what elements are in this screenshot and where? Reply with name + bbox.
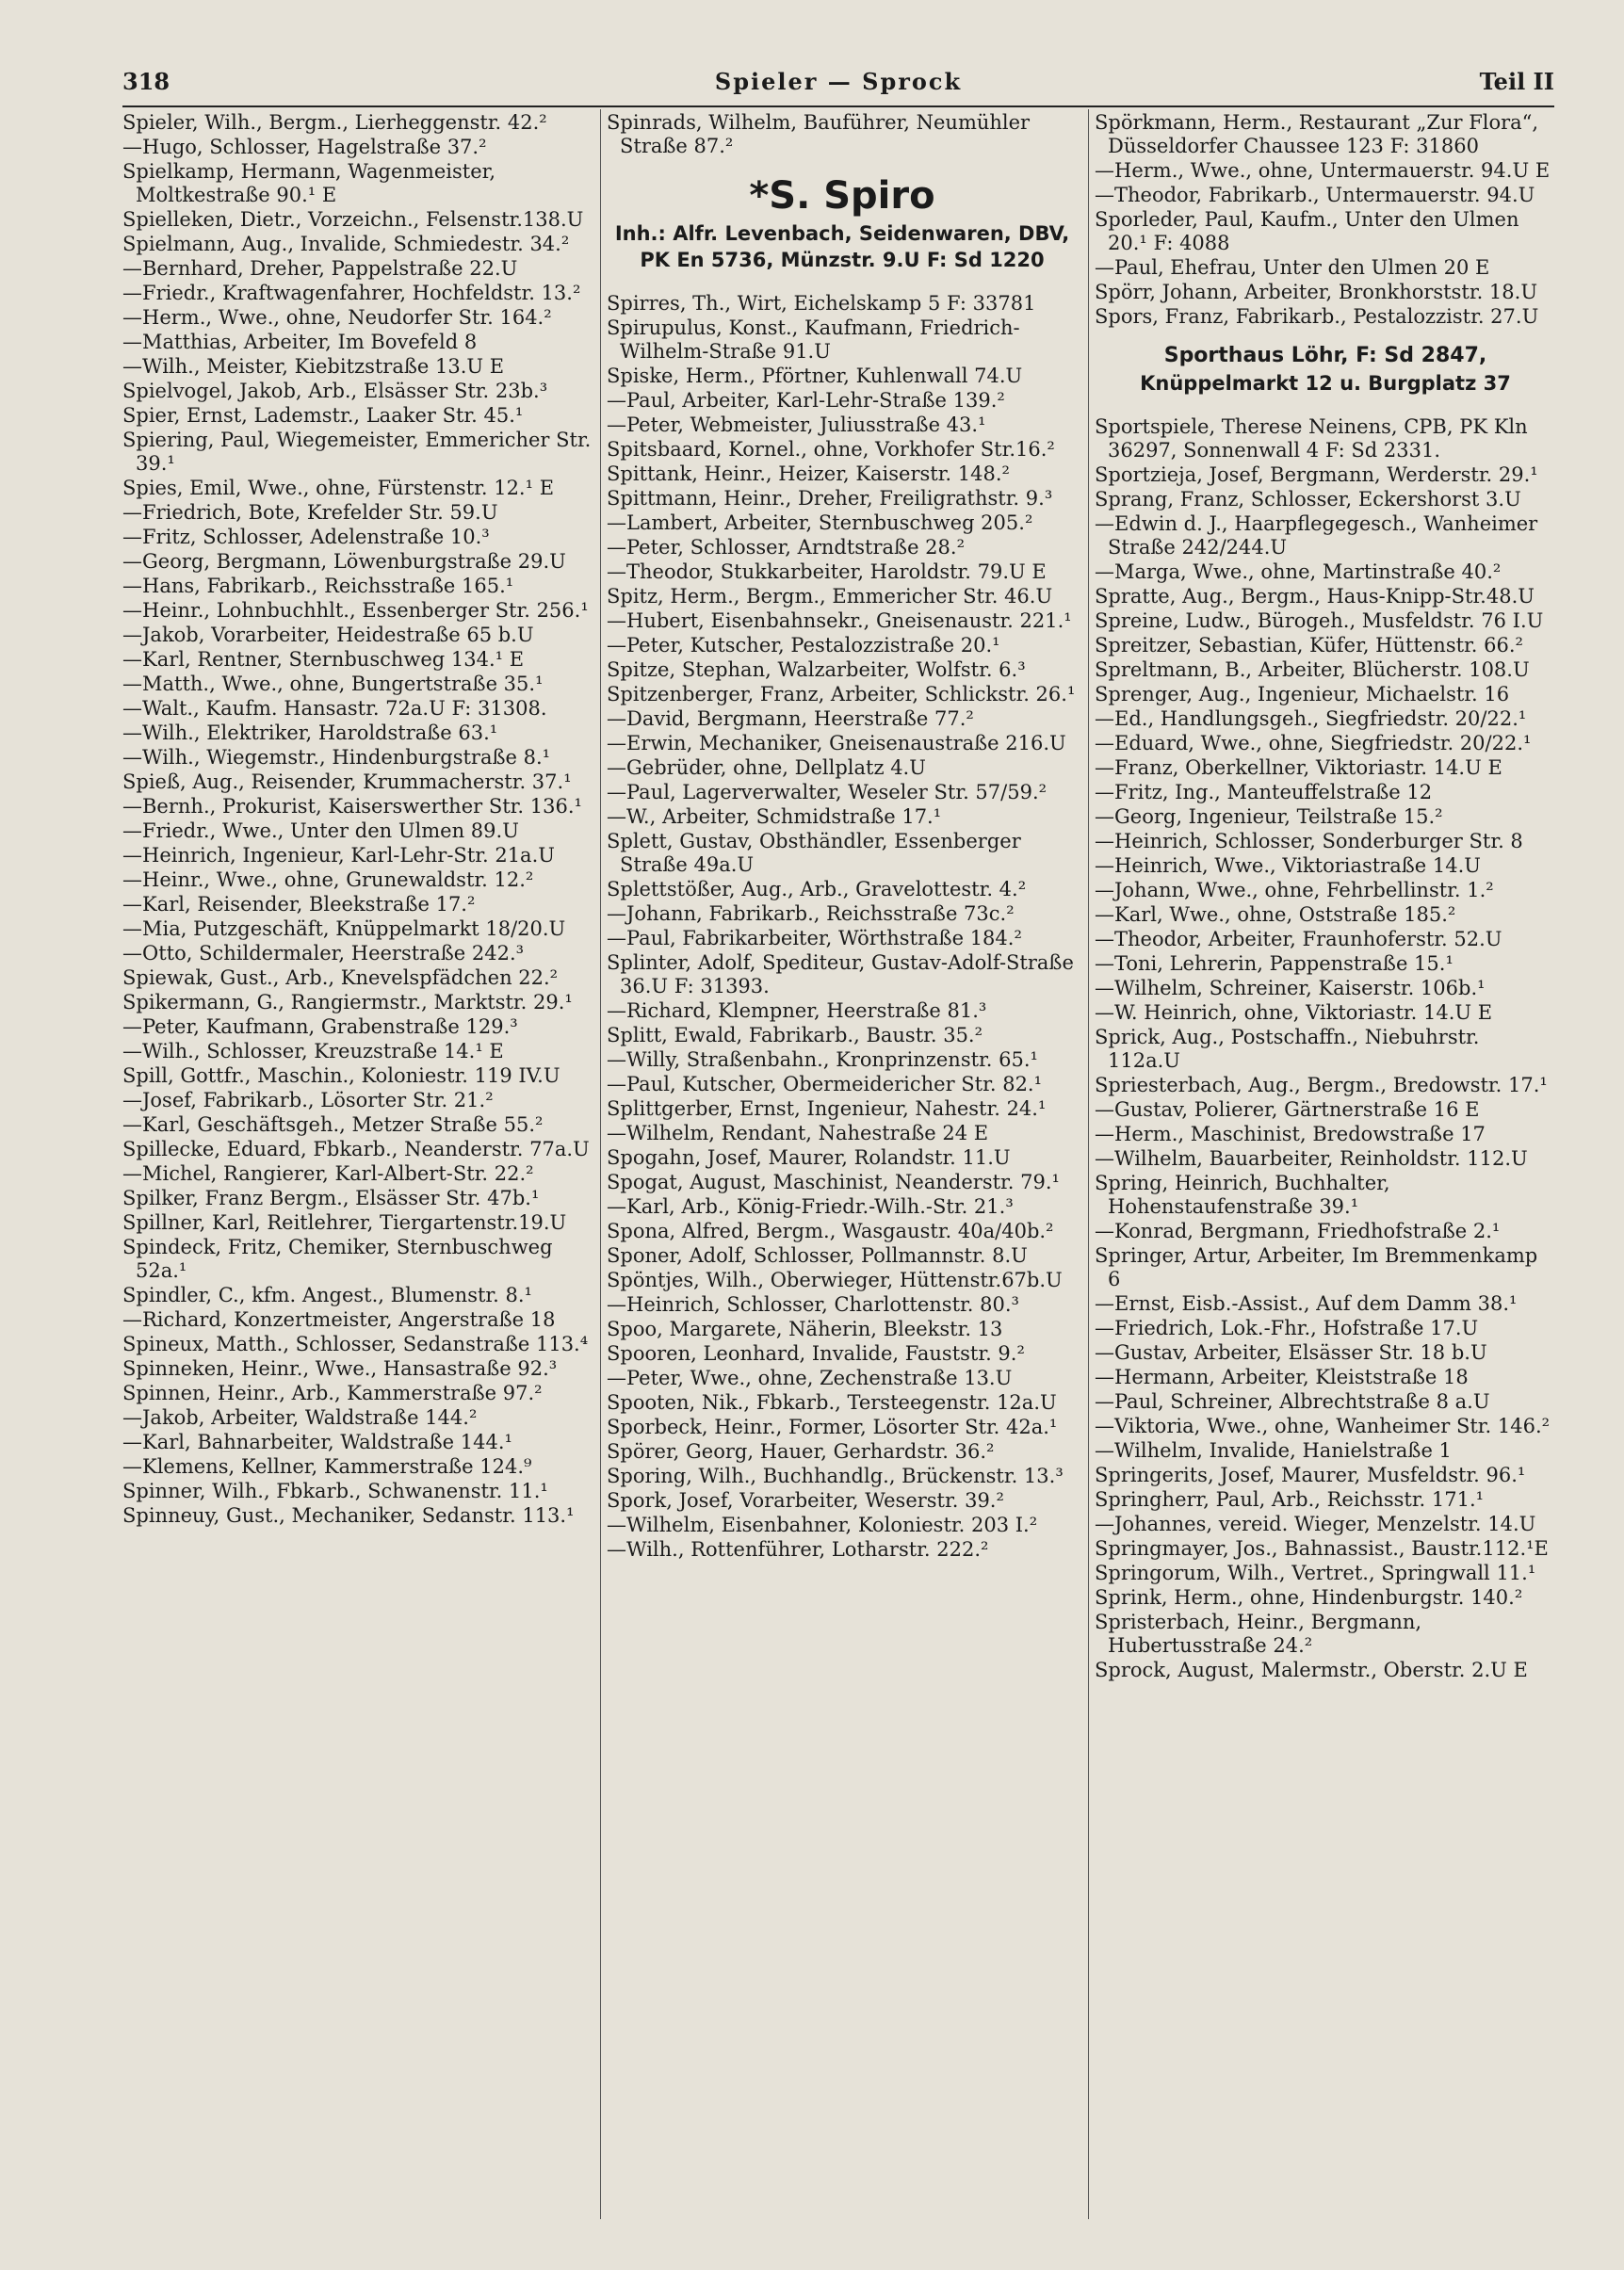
directory-entry: Springorum, Wilh., Vertret., Springwall 11.¹ (1095, 1562, 1536, 1584)
directory-entry: —Hans, Fabrikarb., Reichsstraße 165.¹ (122, 575, 514, 597)
directory-entry: —Erwin, Mechaniker, Gneisenaustraße 216.U (607, 732, 1066, 754)
page-number: 318 (122, 68, 171, 95)
part-label: Teil II (1479, 68, 1554, 95)
directory-entry: Spors, Franz, Fabrikarb., Pestalozzistr. 27.U (1095, 305, 1539, 328)
directory-entry: Spillner, Karl, Reitlehrer, Tiergartenstr.19.U (122, 1211, 567, 1234)
column-3-rest (1095, 415, 1556, 1682)
directory-entry: —Heinrich, Schlosser, Sonderburger Str. 8 (1095, 830, 1523, 852)
ad-line: Knüppelmarkt 12 u. Burgplatz 37 (1140, 372, 1511, 395)
directory-entry: Spork, Josef, Vorarbeiter, Weserstr. 39.² (607, 1489, 1004, 1512)
directory-entry: —Johannes, vereid. Wieger, Menzelstr. 14.U (1095, 1513, 1536, 1535)
directory-entry: —Karl, Wwe., ohne, Oststraße 185.² (1095, 903, 1456, 926)
directory-entry: —Franz, Oberkellner, Viktoriastr. 14.U E (1095, 756, 1502, 779)
directory-entry: —Friedrich, Bote, Krefelder Str. 59.U (122, 501, 498, 524)
directory-entry: —Fritz, Schlosser, Adelenstraße 10.³ (122, 526, 490, 548)
directory-entry: —Wilhelm, Rendant, Nahestraße 24 E (607, 1122, 989, 1144)
directory-entry: —Paul, Ehefrau, Unter den Ulmen 20 E (1095, 256, 1490, 279)
directory-entry: Spriesterbach, Aug., Bergm., Bredowstr. 17.¹ (1095, 1074, 1548, 1096)
directory-entry: Spörer, Georg, Hauer, Gerhardstr. 36.² (607, 1440, 995, 1463)
loehr-advertisement (1095, 342, 1556, 397)
column-2 (607, 111, 1078, 2221)
directory-entry: Splitt, Ewald, Fabrikarb., Baustr. 35.² (607, 1024, 983, 1046)
directory-entry: —Karl, Reisender, Bleekstraße 17.² (122, 893, 476, 916)
directory-entry: Spreine, Ludw., Bürogeh., Musfeldstr. 76 I.U (1095, 609, 1544, 632)
directory-entry: Spörkmann, Herm., Restaurant „Zur Flora“, Düsseldorfer Chaussee 123 F: 31860 (1095, 111, 1539, 157)
directory-entry: Splettstößer, Aug., Arb., Gravelottestr. 4.² (607, 878, 1027, 900)
directory-entry: Spreitzer, Sebastian, Küfer, Hüttenstr. 66.² (1095, 634, 1523, 657)
directory-entry: —Herm., Maschinist, Bredowstraße 17 (1095, 1123, 1486, 1145)
directory-entry: Spielmann, Aug., Invalide, Schmiedestr. 34.² (122, 233, 570, 255)
directory-entry: —Paul, Schreiner, Albrechtstraße 8 a.U (1095, 1390, 1490, 1413)
column-1 (122, 111, 593, 2221)
directory-entry: Spinneuy, Gust., Mechaniker, Sedanstr. 113.¹ (122, 1504, 575, 1527)
directory-entry: —Herm., Wwe., ohne, Untermauerstr. 94.U E (1095, 159, 1551, 182)
directory-entry: Spreltmann, B., Arbeiter, Blücherstr. 108.U (1095, 658, 1530, 681)
column-3 (1095, 111, 1556, 2221)
directory-entry: —Edwin d. J., Haarpflegegesch., Wanheimer Straße 242/244.U (1095, 512, 1538, 559)
directory-entry: Spikermann, G., Rangiermstr., Marktstr. 29.¹ (122, 991, 573, 1013)
directory-entry: —Peter, Wwe., ohne, Zechenstraße 13.U (607, 1367, 1013, 1389)
directory-entry: —Theodor, Stukkarbeiter, Haroldstr. 79.U E (607, 560, 1047, 583)
column-divider (1088, 109, 1089, 2219)
directory-entry: —Ed., Handlungsgeh., Siegfriedstr. 20/22.¹ (1095, 707, 1527, 730)
directory-entry: —Friedrich, Lok.-Fhr., Hofstraße 17.U (1095, 1317, 1479, 1339)
directory-entry: —Willy, Straßenbahn., Kronprinzenstr. 65.¹ (607, 1048, 1038, 1071)
directory-entry: —Heinrich, Schlosser, Charlottenstr. 80.³ (607, 1293, 1019, 1316)
directory-entry: Spiewak, Gust., Arb., Knevelspfädchen 22.² (122, 966, 559, 989)
directory-entry: —Mia, Putzgeschäft, Knüppelmarkt 18/20.U (122, 917, 566, 940)
directory-entry: Spittank, Heinr., Heizer, Kaiserstr. 148.² (607, 462, 1010, 485)
directory-entry: —Peter, Schlosser, Arndtstraße 28.² (607, 536, 965, 559)
directory-entry: —Jakob, Arbeiter, Waldstraße 144.² (122, 1406, 478, 1429)
directory-entry: —Karl, Bahnarbeiter, Waldstraße 144.¹ (122, 1431, 512, 1453)
directory-entry: —Wilhelm, Schreiner, Kaiserstr. 106b.¹ (1095, 977, 1486, 999)
directory-entry: —Fritz, Ing., Manteuffelstraße 12 (1095, 781, 1433, 803)
directory-entry: Spielleken, Dietr., Vorzeichn., Felsenstr.138.U (122, 208, 584, 231)
directory-entry: —David, Bergmann, Heerstraße 77.² (607, 707, 974, 730)
directory-entry: Spindler, C., kfm. Angest., Blumenstr. 8.¹ (122, 1284, 532, 1306)
directory-entry: Sporbeck, Heinr., Former, Lösorter Str. 42a.¹ (607, 1416, 1058, 1438)
directory-entry: Springer, Artur, Arbeiter, Im Bremmenkamp 6 (1095, 1244, 1538, 1290)
directory-entry: —W., Arbeiter, Schmidstraße 17.¹ (607, 805, 942, 828)
directory-entry: Sprenger, Aug., Ingenieur, Michaelstr. 16 (1095, 683, 1510, 705)
directory-entry: Splittgerber, Ernst, Ingenieur, Nahestr. 24.¹ (607, 1097, 1047, 1120)
directory-entry: Sportzieja, Josef, Bergmann, Werderstr. 29.¹ (1095, 463, 1538, 486)
directory-entry: —Walt., Kaufm. Hansastr. 72a.U F: 31308. (122, 697, 547, 720)
directory-entry: —Peter, Kaufmann, Grabenstraße 129.³ (122, 1015, 518, 1038)
directory-entry: Spooten, Nik., Fbkarb., Tersteegenstr. 12a.U (607, 1391, 1057, 1414)
directory-entry: —Konrad, Bergmann, Friedhofstraße 2.¹ (1095, 1220, 1501, 1242)
directory-entry: Splinter, Adolf, Spediteur, Gustav-Adolf-Straße 36.U F: 31393. (607, 951, 1074, 997)
directory-entry: —Wilh., Rottenführer, Lotharstr. 222.² (607, 1538, 989, 1561)
directory-entry: —Richard, Klempner, Heerstraße 81.³ (607, 999, 987, 1022)
directory-entry: —Heinrich, Wwe., Viktoriastraße 14.U (1095, 854, 1481, 877)
directory-entry: Spilker, Franz Bergm., Elsässer Str. 47b.¹ (122, 1187, 540, 1209)
directory-entry: —Paul, Kutscher, Obermeidericher Str. 82.¹ (607, 1073, 1043, 1095)
directory-entry: —Gustav, Arbeiter, Elsässer Str. 18 b.U (1095, 1341, 1487, 1364)
directory-entry: —Friedr., Kraftwagenfahrer, Hochfeldstr. 13.² (122, 282, 581, 304)
directory-entry: Sprick, Aug., Postschaffn., Niebuhrstr. 112a.U (1095, 1026, 1480, 1072)
directory-entry: —Richard, Konzertmeister, Angerstraße 18 (122, 1308, 556, 1331)
page-header (122, 62, 1554, 104)
directory-entry: —Johann, Fabrikarb., Reichsstraße 73c.² (607, 902, 1015, 925)
ad-line: Inh.: Alfr. Levenbach, Seidenwaren, DBV, (614, 222, 1070, 245)
directory-entry: —Heinr., Wwe., ohne, Grunewaldstr. 12.² (122, 868, 534, 891)
directory-entry: Spittmann, Heinr., Dreher, Freiligrathstr. 9.³ (607, 487, 1053, 510)
directory-entry: Spratte, Aug., Bergm., Haus-Knipp-Str.48.U (1095, 585, 1535, 608)
directory-entry: Springherr, Paul, Arb., Reichsstr. 171.¹ (1095, 1488, 1485, 1511)
directory-entry: —Bernh., Prokurist, Kaiserswerther Str. 136.¹ (122, 795, 582, 818)
directory-entry: —Hubert, Eisenbahnsekr., Gneisenaustr. 221.¹ (607, 609, 1072, 632)
directory-entry: —Marga, Wwe., ohne, Martinstraße 40.² (1095, 560, 1502, 583)
directory-entry: Spring, Heinrich, Buchhalter, Hohenstaufenstraße 39.¹ (1095, 1172, 1390, 1218)
directory-entry: —Herm., Wwe., ohne, Neudorfer Str. 164.² (122, 306, 552, 329)
directory-entry: Spitzenberger, Franz, Arbeiter, Schlickstr. 26.¹ (607, 683, 1076, 705)
directory-entry: —Peter, Webmeister, Juliusstraße 43.¹ (607, 413, 986, 436)
directory-entry: Sprink, Herm., ohne, Hindenburgstr. 140.² (1095, 1586, 1523, 1609)
ad-line: PK En 5736, Münzstr. 9.U F: Sd 1220 (640, 249, 1045, 271)
directory-entry: —Karl, Arb., König-Friedr.-Wilh.-Str. 21.³ (607, 1195, 1014, 1218)
directory-entry: —Heinr., Lohnbuchhlt., Essenberger Str. 256.¹ (122, 599, 589, 622)
directory-entry: —Wilh., Schlosser, Kreuzstraße 14.¹ E (122, 1040, 504, 1062)
directory-entry: —Georg, Bergmann, Löwenburgstraße 29.U (122, 550, 566, 573)
directory-entry: Spiering, Paul, Wiegemeister, Emmericher Str. 39.¹ (122, 429, 592, 475)
directory-entry: Spieß, Aug., Reisender, Krummacherstr. 37.¹ (122, 770, 572, 793)
directory-entry: Spöntjes, Wilh., Oberwieger, Hüttenstr.67b.U (607, 1269, 1063, 1291)
directory-entry: Spineux, Matth., Schlosser, Sedanstraße 113.⁴ (122, 1333, 589, 1355)
directory-entry: —Toni, Lehrerin, Pappenstraße 15.¹ (1095, 952, 1453, 975)
directory-entry: Spitz, Herm., Bergm., Emmericher Str. 46.U (607, 585, 1053, 608)
directory-entry: Spooren, Leonhard, Invalide, Fauststr. 9.² (607, 1342, 1025, 1365)
directory-entry: Spirupulus, Konst., Kaufmann, Friedrich-Wilhelm-Straße 91.U (607, 316, 1020, 363)
directory-entry: —Viktoria, Wwe., ohne, Wanheimer Str. 146.² (1095, 1415, 1551, 1437)
directory-entry: —Georg, Ingenieur, Teilstraße 15.² (1095, 805, 1443, 828)
directory-entry: Sporleder, Paul, Kaufm., Unter den Ulmen 20.¹ F: 4088 (1095, 208, 1519, 254)
ad-title: *S. Spiro (749, 174, 935, 218)
directory-entry: Spinneken, Heinr., Wwe., Hansastraße 92.³ (122, 1357, 558, 1380)
directory-entry: Spitsbaard, Kornel., ohne, Vorkhofer Str.16.² (607, 438, 1055, 461)
directory-entry: —Wilhelm, Eisenbahner, Koloniestr. 203 I.² (607, 1514, 1038, 1536)
directory-entry: Sportspiele, Therese Neinens, CPB, PK Kln 36297, Sonnenwall 4 F: Sd 2331. (1095, 415, 1528, 462)
directory-entry: Spristerbach, Heinr., Bergmann, Hubertusstraße 24.² (1095, 1611, 1422, 1657)
directory-entry: —Paul, Fabrikarbeiter, Wörthstraße 184.² (607, 927, 1022, 949)
directory-entry: Spona, Alfred, Bergm., Wasgaustr. 40a/40b.² (607, 1220, 1054, 1242)
directory-entry: —Peter, Kutscher, Pestalozzistraße 20.¹ (607, 634, 1000, 657)
directory-entry: Spinrads, Wilhelm, Bauführer, Neumühler Straße 87.² (607, 111, 1031, 157)
directory-entry: Sporing, Wilh., Buchhandlg., Brückenstr. 13.³ (607, 1465, 1064, 1487)
directory-entry: —Eduard, Wwe., ohne, Siegfriedstr. 20/22.¹ (1095, 732, 1532, 754)
directory-entry: Sprang, Franz, Schlosser, Eckershorst 3.U (1095, 488, 1521, 511)
directory-entry: Spinnen, Heinr., Arb., Kammerstraße 97.² (122, 1382, 543, 1404)
directory-entry: —Klemens, Kellner, Kammerstraße 124.⁹ (122, 1455, 532, 1478)
directory-entry: Spitze, Stephan, Walzarbeiter, Wolfstr. 6.³ (607, 658, 1026, 681)
directory-entry: Sponer, Adolf, Schlosser, Pollmannstr. 8.U (607, 1244, 1028, 1267)
directory-entry: —Johann, Wwe., ohne, Fehrbellinstr. 1.² (1095, 879, 1494, 901)
directory-entry: —Matthias, Arbeiter, Im Bovefeld 8 (122, 331, 478, 353)
directory-entry: Spillecke, Eduard, Fbkarb., Neanderstr. 77a.U (122, 1138, 590, 1160)
directory-entry: —Wilhelm, Invalide, Hanielstraße 1 (1095, 1439, 1452, 1462)
directory-entry: —Otto, Schildermaler, Heerstraße 242.³ (122, 942, 525, 965)
directory-entry: —Karl, Rentner, Sternbuschweg 134.¹ E (122, 648, 525, 671)
directory-entry: —Matth., Wwe., ohne, Bungertstraße 35.¹ (122, 673, 544, 695)
column-2-rest (607, 292, 1078, 1562)
directory-entry: Spogahn, Josef, Maurer, Rolandstr. 11.U (607, 1146, 1011, 1169)
column-3-top (1095, 111, 1556, 329)
directory-entry: —Wilhelm, Bauarbeiter, Reinholdstr. 112.U (1095, 1147, 1528, 1170)
directory-entry: —Wilh., Elektriker, Haroldstraße 63.¹ (122, 722, 498, 744)
directory-entry: —Theodor, Arbeiter, Fraunhoferstr. 52.U (1095, 928, 1502, 950)
directory-entry: —Paul, Arbeiter, Karl-Lehr-Straße 139.² (607, 389, 1005, 412)
directory-entry: Springmayer, Jos., Bahnassist., Baustr.112.¹E (1095, 1537, 1549, 1560)
directory-entry: —Hermann, Arbeiter, Kleiststraße 18 (1095, 1366, 1469, 1388)
directory-entry: —Hugo, Schlosser, Hagelstraße 37.² (122, 136, 487, 158)
directory-entry: Spiske, Herm., Pförtner, Kuhlenwall 74.U (607, 365, 1023, 387)
directory-entry: —Josef, Fabrikarb., Lösorter Str. 21.² (122, 1089, 494, 1111)
directory-entry: Spindeck, Fritz, Chemiker, Sternbuschweg 52a.¹ (122, 1236, 553, 1282)
directory-entry: Spill, Gottfr., Maschin., Koloniestr. 119 IV.U (122, 1064, 560, 1087)
directory-entry: —Theodor, Fabrikarb., Untermauerstr. 94.U (1095, 184, 1535, 206)
directory-entry: Sprock, August, Malermstr., Oberstr. 2.U E (1095, 1659, 1528, 1681)
directory-entry: Spieler, Wilh., Bergm., Lierheggenstr. 42.² (122, 111, 547, 134)
directory-entry: —Bernhard, Dreher, Pappelstraße 22.U (122, 257, 518, 280)
directory-entry: Spogat, August, Maschinist, Neanderstr. 79.¹ (607, 1171, 1060, 1193)
directory-entry: —Gustav, Polierer, Gärtnerstraße 16 E (1095, 1098, 1480, 1121)
column-divider (600, 109, 601, 2219)
running-title: Spieler — Sprock (714, 68, 963, 95)
directory-entry: Splett, Gustav, Obsthändler, Essenberger Straße 49a.U (607, 830, 1021, 876)
column-2-top (607, 111, 1078, 158)
directory-entry: Spörr, Johann, Arbeiter, Bronkhorststr. 18.U (1095, 281, 1538, 303)
header-rule (122, 105, 1554, 107)
directory-entry: Spinner, Wilh., Fbkarb., Schwanenstr. 11.¹ (122, 1480, 548, 1502)
directory-entry: —Wilh., Meister, Kiebitzstraße 13.U E (122, 355, 505, 378)
directory-entry: —Karl, Geschäftsgeh., Metzer Straße 55.² (122, 1113, 544, 1136)
directory-entry: —Friedr., Wwe., Unter den Ulmen 89.U (122, 819, 519, 842)
directory-entry: —W. Heinrich, ohne, Viktoriastr. 14.U E (1095, 1001, 1493, 1024)
directory-entry: —Gebrüder, ohne, Dellplatz 4.U (607, 756, 926, 779)
directory-entry: Spies, Emil, Wwe., ohne, Fürstenstr. 12.¹ E (122, 477, 555, 499)
directory-entry: Spoo, Margarete, Näherin, Bleekstr. 13 (607, 1318, 1003, 1340)
directory-entry: —Jakob, Vorarbeiter, Heidestraße 65 b.U (122, 624, 534, 646)
directory-entry: —Lambert, Arbeiter, Sternbuschweg 205.² (607, 511, 1033, 534)
directory-entry: —Heinrich, Ingenieur, Karl-Lehr-Str. 21a.U (122, 844, 555, 867)
directory-entry: Spier, Ernst, Lademstr., Laaker Str. 45.¹ (122, 404, 524, 427)
directory-entry: Spielvogel, Jakob, Arb., Elsässer Str. 23b.³ (122, 380, 548, 402)
directory-entry: Spirres, Th., Wirt, Eichelskamp 5 F: 33781 (607, 292, 1036, 315)
directory-entry: —Michel, Rangierer, Karl-Albert-Str. 22.² (122, 1162, 534, 1185)
directory-entry: —Wilh., Wiegemstr., Hindenburgstraße 8.¹ (122, 746, 551, 769)
ad-title: Sporthaus Löhr, F: Sd 2847, (1163, 344, 1487, 367)
directory-entry: —Paul, Lagerverwalter, Weseler Str. 57/59.² (607, 781, 1047, 803)
directory-entry: —Ernst, Eisb.-Assist., Auf dem Damm 38.¹ (1095, 1292, 1518, 1315)
directory-entry: Spielkamp, Hermann, Wagenmeister, Moltkestraße 90.¹ E (122, 160, 496, 206)
spiro-advertisement (607, 171, 1078, 273)
directory-entry: Springerits, Josef, Maurer, Musfeldstr. 96.¹ (1095, 1464, 1526, 1486)
